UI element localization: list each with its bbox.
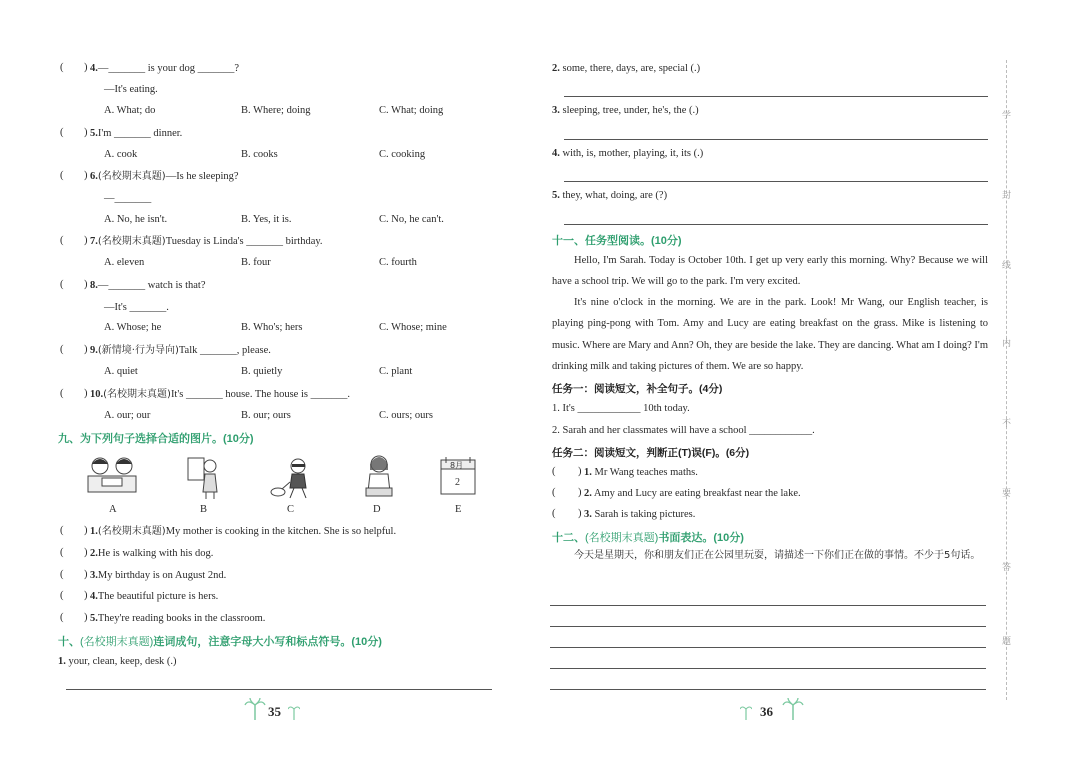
margin-char: 内 bbox=[1002, 339, 1012, 349]
answer-paren[interactable]: ( bbox=[552, 466, 556, 477]
sentence-5: 5. they, what, doing, are (?) bbox=[552, 190, 668, 201]
passage-paragraph-1: Hello, I'm Sarah. Today is October 10th. I get up very early this morning. Why? Because we will have a school trip. We will go to the park. I'm very excited. bbox=[552, 255, 988, 288]
answer-paren[interactable]: ( bbox=[60, 525, 64, 536]
writing-line[interactable] bbox=[550, 689, 986, 690]
passage-paragraph-2: It's nine o'clock in the morning. We are in the park. Look! Mr Wang, our English teacher, is playing ping-pong with Tom. Amy and Lucy are eating breakfast on the grass. Mike is listening to music. Where are Mary and Ann? Oh, they are beside the lake. They are dancing. What am I doing? I'm drinking milk and taking pictures of them. We are so happy. bbox=[552, 297, 988, 372]
binding-line bbox=[1006, 60, 1007, 700]
answer-paren-close: ) bbox=[578, 487, 582, 498]
answer-paren[interactable]: ( bbox=[60, 170, 64, 181]
calendar-month: 8月 bbox=[450, 461, 464, 470]
writing-line[interactable] bbox=[550, 647, 986, 648]
answer-paren[interactable]: ( bbox=[552, 487, 556, 498]
writing-prompt: 今天是星期天，你和朋友们正在公园里玩耍，请描述一下你们正在做的事情。不少于5句话。 bbox=[574, 550, 981, 561]
answer-paren[interactable]: ( bbox=[552, 508, 556, 519]
picture-label-b: B bbox=[200, 504, 208, 515]
section-11-title: 十一、任务型阅读。(10分) bbox=[552, 235, 682, 247]
picture-label-c: C bbox=[287, 504, 295, 515]
option-a: A. What; do bbox=[104, 105, 156, 116]
left-page bbox=[0, 0, 520, 759]
option-c: C. Whose; mine bbox=[379, 322, 447, 333]
option-a: A. our; our bbox=[104, 410, 151, 421]
question-9: 9.(新情境·行为导向)Talk _______, please. bbox=[90, 345, 271, 356]
section-12-title: 十二、(名校期末真题)书面表达。(10分) bbox=[552, 532, 744, 544]
picture-item-1: 1.(名校期末真题)My mother is cooking in the kitchen. She is so helpful. bbox=[90, 526, 397, 537]
answer-paren[interactable]: ( bbox=[60, 388, 64, 399]
calendar-day: 2 bbox=[455, 477, 460, 488]
answer-paren[interactable]: ( bbox=[60, 547, 64, 558]
sentence-3: 3. sleeping, tree, under, he's, the (.) bbox=[552, 105, 699, 116]
answer-paren-close: ) bbox=[84, 279, 88, 290]
page-number: 35 bbox=[268, 704, 281, 719]
margin-char: 要 bbox=[1002, 489, 1012, 499]
true-false-item-2: 2. Amy and Lucy are eating breakfast near the lake. bbox=[584, 488, 801, 499]
question-4-reply: —It's eating. bbox=[104, 84, 158, 95]
page-number: 36 bbox=[760, 704, 773, 719]
answer-line[interactable] bbox=[564, 181, 988, 182]
answer-paren-close: ) bbox=[578, 508, 582, 519]
palm-icon bbox=[782, 697, 804, 721]
answer-paren-close: ) bbox=[84, 62, 88, 73]
picture-item-2: 2.He is walking with his dog. bbox=[90, 548, 214, 559]
option-c: C. plant bbox=[379, 366, 413, 377]
question-6-reply: —_______ bbox=[104, 193, 152, 204]
option-b: B. quietly bbox=[241, 366, 283, 377]
answer-paren[interactable]: ( bbox=[60, 569, 64, 580]
right-page bbox=[520, 0, 1080, 759]
picture-b-girl-painting bbox=[186, 452, 220, 500]
option-b: B. four bbox=[241, 257, 271, 268]
answer-paren-close: ) bbox=[84, 235, 88, 246]
answer-line[interactable] bbox=[66, 689, 492, 690]
question-4: 4.—_______ is your dog _______? bbox=[90, 63, 240, 74]
answer-paren-close: ) bbox=[84, 525, 88, 536]
question-10: 10.(名校期末真题)It's _______ house. The house is _______. bbox=[90, 389, 350, 400]
option-c: C. fourth bbox=[379, 257, 417, 268]
option-b: B. cooks bbox=[241, 149, 278, 160]
picture-label-a: A bbox=[109, 504, 117, 515]
answer-paren[interactable]: ( bbox=[60, 590, 64, 601]
sentence-2: 2. some, there, days, are, special (.) bbox=[552, 63, 701, 74]
answer-paren-close: ) bbox=[84, 612, 88, 623]
writing-line[interactable] bbox=[550, 626, 986, 627]
picture-label-d: D bbox=[373, 504, 381, 515]
option-c: C. ours; ours bbox=[379, 410, 433, 421]
palm-icon-small bbox=[740, 703, 752, 721]
option-a: A. No, he isn't. bbox=[104, 214, 168, 225]
answer-paren-close: ) bbox=[84, 344, 88, 355]
question-5: 5.I'm _______ dinner. bbox=[90, 128, 183, 139]
question-7: 7.(名校期末真题)Tuesday is Linda's _______ birthday. bbox=[90, 236, 323, 247]
answer-paren-close: ) bbox=[84, 127, 88, 138]
task-1-question-2: 2. Sarah and her classmates will have a school ____________. bbox=[552, 425, 815, 436]
picture-d-woman-cooking bbox=[360, 452, 398, 498]
task-1-title: 任务一：阅读短文，补全句子。(4分) bbox=[552, 383, 723, 395]
option-a: A. cook bbox=[104, 149, 138, 160]
sentence-4: 4. with, is, mother, playing, it, its (.) bbox=[552, 148, 704, 159]
option-b: B. our; ours bbox=[241, 410, 291, 421]
picture-item-4: 4.The beautiful picture is hers. bbox=[90, 591, 219, 602]
margin-char: 线 bbox=[1002, 261, 1012, 271]
option-c: C. No, he can't. bbox=[379, 214, 444, 225]
option-a: A. eleven bbox=[104, 257, 145, 268]
option-b: B. Where; doing bbox=[241, 105, 311, 116]
margin-char: 答 bbox=[1002, 563, 1012, 573]
answer-paren-close: ) bbox=[84, 590, 88, 601]
option-c: C. cooking bbox=[379, 149, 426, 160]
answer-paren-close: ) bbox=[84, 170, 88, 181]
writing-line[interactable] bbox=[550, 605, 986, 606]
answer-paren[interactable]: ( bbox=[60, 344, 64, 355]
true-false-item-3: 3. Sarah is taking pictures. bbox=[584, 509, 696, 520]
answer-line[interactable] bbox=[564, 96, 988, 97]
question-6: 6.(名校期末真题)—Is he sleeping? bbox=[90, 171, 239, 182]
picture-c-boy-walking-dog bbox=[268, 456, 316, 500]
sentence-1: 1. your, clean, keep, desk (.) bbox=[58, 656, 177, 667]
picture-label-e: E bbox=[455, 504, 462, 515]
palm-icon bbox=[244, 697, 266, 721]
palm-icon-small bbox=[288, 703, 300, 721]
question-8-reply: —It's _______. bbox=[104, 302, 169, 313]
section-9-title: 九、为下列句子选择合适的图片。(10分) bbox=[58, 433, 254, 445]
picture-a-students-reading bbox=[84, 454, 140, 498]
answer-line[interactable] bbox=[564, 139, 988, 140]
margin-char: 题 bbox=[1002, 637, 1012, 647]
answer-paren[interactable]: ( bbox=[60, 127, 64, 138]
option-b: B. Who's; hers bbox=[241, 322, 303, 333]
task-2-title: 任务二：阅读短文，判断正(T)误(F)。(6分) bbox=[552, 447, 750, 459]
answer-line[interactable] bbox=[564, 224, 988, 225]
writing-line[interactable] bbox=[550, 668, 986, 669]
answer-paren-close: ) bbox=[578, 466, 582, 477]
answer-paren-close: ) bbox=[84, 388, 88, 399]
picture-item-3: 3.My birthday is on August 2nd. bbox=[90, 570, 227, 581]
margin-char: 封 bbox=[1002, 191, 1012, 201]
section-10-title: 十、(名校期末真题)连词成句，注意字母大小写和标点符号。(10分) bbox=[58, 636, 382, 648]
option-a: A. Whose; he bbox=[104, 322, 162, 333]
true-false-item-1: 1. Mr Wang teaches maths. bbox=[584, 467, 698, 478]
margin-char: 不 bbox=[1002, 419, 1012, 429]
answer-paren[interactable]: ( bbox=[60, 235, 64, 246]
option-a: A. quiet bbox=[104, 366, 138, 377]
answer-paren[interactable]: ( bbox=[60, 62, 64, 73]
question-8: 8.—_______ watch is that? bbox=[90, 280, 206, 291]
option-b: B. Yes, it is. bbox=[241, 214, 292, 225]
picture-e-calendar bbox=[440, 457, 476, 495]
option-c: C. What; doing bbox=[379, 105, 444, 116]
answer-paren-close: ) bbox=[84, 569, 88, 580]
answer-paren-close: ) bbox=[84, 547, 88, 558]
picture-item-5: 5.They're reading books in the classroom. bbox=[90, 613, 266, 624]
task-1-question-1: 1. It's ____________ 10th today. bbox=[552, 403, 690, 414]
margin-char: 学 bbox=[1002, 111, 1012, 121]
answer-paren[interactable]: ( bbox=[60, 279, 64, 290]
answer-paren[interactable]: ( bbox=[60, 612, 64, 623]
